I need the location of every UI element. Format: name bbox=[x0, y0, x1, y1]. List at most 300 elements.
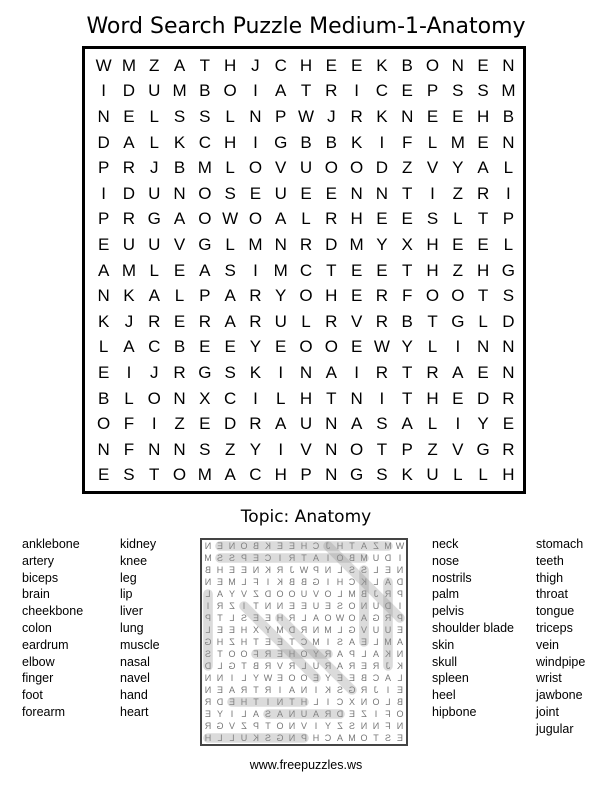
key-letter: C bbox=[348, 577, 356, 587]
grid-letter: R bbox=[249, 414, 262, 434]
grid-letter: D bbox=[223, 414, 237, 434]
key-letter: S bbox=[264, 733, 272, 743]
key-letter: U bbox=[312, 661, 320, 671]
grid-letter: S bbox=[173, 106, 186, 126]
key-letter: N bbox=[276, 697, 284, 707]
grid-letter: E bbox=[401, 81, 413, 101]
key-letter: T bbox=[301, 553, 307, 563]
grid-letter: K bbox=[350, 132, 363, 152]
grid-letter: B bbox=[325, 132, 337, 152]
grid-letter: L bbox=[225, 234, 235, 254]
key-letter: I bbox=[326, 553, 330, 563]
grid-letter: E bbox=[123, 106, 135, 126]
grid-letter: H bbox=[476, 106, 490, 126]
grid-letter: E bbox=[477, 132, 489, 152]
grid-letter: N bbox=[173, 388, 186, 408]
key-letter: V bbox=[276, 661, 284, 671]
key-letter: W bbox=[335, 613, 345, 623]
footer-url: www.freepuzzles.ws bbox=[249, 758, 363, 772]
key-letter: Z bbox=[337, 721, 343, 731]
grid-letter: W bbox=[95, 55, 112, 75]
grid-letter: T bbox=[402, 183, 413, 203]
key-letter: O bbox=[348, 613, 356, 623]
key-letter: L bbox=[373, 565, 379, 575]
grid-letter: E bbox=[224, 337, 236, 357]
grid-letter: E bbox=[97, 234, 110, 254]
grid-letter: O bbox=[324, 337, 338, 357]
key-letter: Z bbox=[253, 589, 259, 599]
key-letter: S bbox=[228, 553, 236, 563]
grid-letter: D bbox=[325, 234, 338, 254]
key-letter: E bbox=[324, 601, 332, 611]
key-letter: L bbox=[373, 577, 379, 587]
grid-letter: A bbox=[173, 55, 186, 75]
key-letter: L bbox=[361, 649, 367, 659]
grid-letter: N bbox=[97, 286, 110, 306]
key-letter: I bbox=[242, 601, 246, 611]
word-list-item: knee bbox=[120, 553, 148, 568]
grid-letter: K bbox=[173, 132, 186, 152]
key-letter: J bbox=[373, 589, 379, 599]
grid-letter: E bbox=[502, 414, 515, 434]
key-letter: A bbox=[384, 673, 392, 683]
word-list-column-2 bbox=[120, 536, 160, 721]
key-letter: O bbox=[240, 541, 248, 551]
grid-letter: I bbox=[455, 414, 461, 434]
key-letter: E bbox=[264, 637, 272, 647]
grid-letter: T bbox=[326, 260, 337, 280]
key-letter: I bbox=[230, 673, 234, 683]
grid-letter: R bbox=[502, 388, 515, 408]
grid-letter: I bbox=[455, 337, 461, 357]
grid-letter: O bbox=[425, 286, 440, 306]
key-letter: O bbox=[300, 673, 308, 683]
grid-letter: Z bbox=[174, 414, 185, 434]
key-letter: H bbox=[204, 733, 212, 743]
grid-letter: I bbox=[278, 362, 284, 382]
grid-letter: A bbox=[224, 286, 236, 306]
key-letter: H bbox=[276, 613, 284, 623]
key-letter: L bbox=[373, 637, 379, 647]
key-letter: R bbox=[360, 685, 368, 695]
key-letter: R bbox=[324, 709, 332, 719]
key-letter: N bbox=[252, 565, 260, 575]
word-list-column-4 bbox=[536, 536, 585, 738]
key-letter: S bbox=[336, 637, 344, 647]
grid-letter: W bbox=[222, 209, 239, 229]
grid-letter: L bbox=[503, 234, 514, 254]
grid-letter: H bbox=[223, 55, 237, 75]
key-letter: N bbox=[216, 673, 224, 683]
grid-letter: O bbox=[299, 286, 313, 306]
key-letter: C bbox=[324, 733, 332, 743]
grid-letter: L bbox=[478, 465, 488, 485]
grid-letter: L bbox=[478, 311, 488, 331]
key-letter: I bbox=[314, 721, 318, 731]
grid-letter: E bbox=[350, 286, 363, 306]
key-letter: G bbox=[276, 733, 284, 743]
grid-letter: R bbox=[325, 81, 338, 101]
grid-letter: U bbox=[299, 414, 313, 434]
key-letter: J bbox=[373, 685, 379, 695]
key-letter: Y bbox=[252, 673, 260, 683]
grid-letter: E bbox=[249, 183, 262, 203]
grid-letter: A bbox=[401, 414, 413, 434]
grid-letter: U bbox=[148, 81, 161, 101]
grid-letter: G bbox=[350, 465, 364, 485]
word-list-item: cheekbone bbox=[22, 604, 84, 619]
grid-letter: O bbox=[299, 337, 313, 357]
key-letter: A bbox=[336, 661, 344, 671]
grid-letter: H bbox=[426, 388, 439, 408]
word-list-item: colon bbox=[22, 620, 52, 635]
key-letter: E bbox=[312, 673, 320, 683]
grid-letter: O bbox=[147, 388, 161, 408]
grid-letter: E bbox=[477, 234, 489, 254]
grid-letter: A bbox=[477, 158, 489, 178]
grid-letter: I bbox=[253, 132, 258, 152]
key-letter: N bbox=[288, 721, 296, 731]
key-letter: L bbox=[337, 625, 343, 635]
key-letter: D bbox=[336, 709, 344, 719]
grid-letter: A bbox=[275, 81, 287, 101]
grid-letter: B bbox=[401, 311, 413, 331]
grid-letter: H bbox=[350, 209, 363, 229]
grid-letter: Y bbox=[376, 234, 388, 254]
word-list-item: finger bbox=[22, 671, 54, 686]
grid-letter: V bbox=[300, 439, 312, 459]
key-letter: D bbox=[204, 661, 212, 671]
key-letter: G bbox=[216, 721, 224, 731]
key-letter: O bbox=[396, 709, 404, 719]
grid-letter: T bbox=[477, 209, 489, 229]
grid-letter: E bbox=[452, 106, 464, 126]
key-letter: C bbox=[336, 697, 344, 707]
grid-letter: I bbox=[253, 260, 258, 280]
grid-letter: O bbox=[248, 209, 263, 229]
key-letter: A bbox=[360, 541, 368, 551]
key-letter: E bbox=[216, 685, 224, 695]
grid-letter: O bbox=[172, 465, 187, 485]
key-letter: N bbox=[324, 565, 332, 575]
grid-letter: A bbox=[199, 260, 211, 280]
key-letter: H bbox=[216, 565, 224, 575]
grid-letter: R bbox=[325, 209, 338, 229]
key-letter: G bbox=[348, 685, 356, 695]
key-letter: P bbox=[396, 589, 404, 599]
word-list-item: palm bbox=[432, 587, 460, 602]
letter-grid bbox=[91, 53, 521, 488]
key-letter: M bbox=[228, 577, 236, 587]
grid-letter: G bbox=[274, 132, 288, 152]
key-letter: K bbox=[384, 649, 392, 659]
key-letter: N bbox=[372, 721, 380, 731]
key-letter: N bbox=[288, 709, 296, 719]
grid-letter: P bbox=[97, 158, 110, 178]
key-letter: T bbox=[289, 697, 295, 707]
grid-letter: L bbox=[301, 209, 311, 229]
key-letter: B bbox=[360, 673, 368, 683]
grid-letter: L bbox=[149, 106, 159, 126]
grid-letter: L bbox=[174, 286, 185, 306]
grid-letter: S bbox=[376, 465, 388, 485]
grid-letter: A bbox=[97, 260, 110, 280]
grid-letter: J bbox=[327, 106, 336, 126]
grid-letter: Y bbox=[452, 158, 464, 178]
key-letter: O bbox=[276, 721, 284, 731]
grid-letter: W bbox=[373, 337, 390, 357]
key-letter: Z bbox=[361, 709, 367, 719]
key-letter: X bbox=[252, 625, 260, 635]
grid-letter: I bbox=[506, 183, 511, 203]
grid-letter: L bbox=[225, 106, 235, 126]
word-list-column-3 bbox=[432, 536, 514, 721]
grid-letter: N bbox=[451, 55, 464, 75]
grid-letter: L bbox=[149, 132, 159, 152]
key-letter: K bbox=[264, 541, 272, 551]
key-letter: U bbox=[372, 553, 380, 563]
key-letter: W bbox=[395, 541, 405, 551]
key-letter: A bbox=[228, 685, 236, 695]
key-letter: Y bbox=[264, 625, 272, 635]
key-letter: E bbox=[276, 541, 284, 551]
grid-letter: X bbox=[401, 234, 413, 254]
grid-letter: T bbox=[300, 81, 312, 101]
key-letter: I bbox=[386, 685, 390, 695]
grid-letter: B bbox=[502, 106, 515, 126]
grid-letter: C bbox=[274, 55, 287, 75]
grid-letter: E bbox=[452, 234, 464, 254]
key-letter: L bbox=[241, 709, 247, 719]
key-letter: O bbox=[228, 649, 236, 659]
key-letter: J bbox=[385, 661, 391, 671]
solution-key-thumbnail bbox=[200, 538, 408, 746]
key-letter: H bbox=[312, 733, 320, 743]
grid-letter: R bbox=[122, 209, 136, 229]
grid-letter: M bbox=[121, 260, 137, 280]
word-list-item: heart bbox=[120, 704, 149, 719]
grid-letter: V bbox=[452, 439, 464, 459]
key-letter: T bbox=[373, 733, 379, 743]
grid-letter: O bbox=[350, 439, 364, 459]
key-letter: H bbox=[288, 649, 296, 659]
grid-letter: P bbox=[426, 81, 439, 101]
word-list-item: shoulder blade bbox=[432, 620, 515, 635]
grid-letter: R bbox=[198, 311, 211, 331]
key-letter: I bbox=[266, 577, 270, 587]
key-letter: U bbox=[300, 589, 308, 599]
key-letter: B bbox=[288, 577, 296, 587]
grid-letter: I bbox=[101, 183, 107, 203]
grid-letter: R bbox=[325, 311, 338, 331]
key-letter: R bbox=[276, 565, 284, 575]
key-letter: R bbox=[384, 613, 392, 623]
key-letter: Z bbox=[229, 637, 235, 647]
grid-letter: D bbox=[122, 183, 136, 203]
grid-letter: N bbox=[325, 465, 338, 485]
grid-letter: O bbox=[198, 209, 212, 229]
key-letter: F bbox=[385, 721, 391, 731]
grid-letter: E bbox=[477, 55, 489, 75]
key-letter: J bbox=[325, 541, 331, 551]
key-letter: M bbox=[312, 637, 320, 647]
key-letter: A bbox=[312, 613, 320, 623]
grid-letter: E bbox=[300, 183, 312, 203]
grid-letter: I bbox=[126, 362, 132, 382]
word-list-item: brain bbox=[22, 587, 50, 602]
grid-letter: M bbox=[349, 234, 364, 254]
key-letter: I bbox=[206, 601, 210, 611]
key-letter: E bbox=[252, 553, 260, 563]
grid-letter: M bbox=[273, 260, 288, 280]
grid-letter: V bbox=[173, 234, 186, 254]
grid-letter: N bbox=[325, 414, 338, 434]
grid-letter: R bbox=[502, 439, 515, 459]
key-letter: E bbox=[216, 577, 224, 587]
grid-letter: L bbox=[453, 209, 463, 229]
grid-letter: S bbox=[426, 209, 439, 229]
key-letter: K bbox=[396, 661, 404, 671]
key-letter: H bbox=[240, 697, 248, 707]
grid-letter: I bbox=[101, 81, 107, 101]
key-letter: T bbox=[349, 541, 355, 551]
grid-letter: P bbox=[502, 209, 515, 229]
grid-letter: L bbox=[301, 311, 311, 331]
key-letter: N bbox=[228, 541, 236, 551]
grid-letter: I bbox=[151, 414, 157, 434]
grid-letter: N bbox=[350, 183, 363, 203]
grid-letter: O bbox=[248, 158, 263, 178]
grid-letter: N bbox=[325, 439, 338, 459]
key-letter: R bbox=[372, 661, 380, 671]
grid-letter: H bbox=[299, 388, 313, 408]
key-letter: O bbox=[276, 589, 284, 599]
key-letter: V bbox=[312, 589, 320, 599]
key-letter: Y bbox=[312, 649, 320, 659]
word-list-item: biceps bbox=[22, 570, 59, 585]
grid-letter: I bbox=[379, 388, 385, 408]
key-letter: E bbox=[276, 673, 284, 683]
grid-letter: B bbox=[300, 132, 312, 152]
key-letter: V bbox=[240, 589, 248, 599]
key-letter: U bbox=[372, 625, 380, 635]
key-letter: S bbox=[348, 721, 356, 731]
grid-letter: S bbox=[199, 439, 211, 459]
grid-letter: M bbox=[197, 465, 212, 485]
key-letter: N bbox=[396, 565, 404, 575]
grid-letter: B bbox=[199, 81, 211, 101]
key-letter: S bbox=[216, 553, 224, 563]
grid-letter: U bbox=[148, 183, 161, 203]
grid-letter: B bbox=[173, 158, 186, 178]
key-letter: E bbox=[276, 637, 284, 647]
key-letter: F bbox=[253, 649, 259, 659]
grid-letter: J bbox=[149, 158, 159, 178]
grid-letter: O bbox=[223, 81, 237, 101]
key-letter: H bbox=[240, 637, 248, 647]
grid-letter: V bbox=[426, 158, 439, 178]
grid-letter: K bbox=[249, 362, 262, 382]
grid-letter: A bbox=[148, 286, 160, 306]
key-letter: G bbox=[372, 613, 380, 623]
key-letter: S bbox=[204, 649, 212, 659]
grid-letter: R bbox=[122, 158, 136, 178]
grid-letter: H bbox=[476, 260, 490, 280]
key-letter: E bbox=[240, 565, 248, 575]
grid-letter: S bbox=[376, 414, 388, 434]
key-letter: L bbox=[397, 673, 403, 683]
key-letter: N bbox=[396, 721, 404, 731]
key-letter: Z bbox=[373, 541, 379, 551]
key-letter: R bbox=[216, 601, 224, 611]
grid-letter: B bbox=[97, 388, 110, 408]
key-letter: B bbox=[348, 553, 356, 563]
word-list-item: heel bbox=[432, 688, 456, 703]
word-list-item: eardrum bbox=[22, 637, 69, 652]
key-letter: S bbox=[264, 709, 272, 719]
key-letter: L bbox=[217, 661, 223, 671]
key-letter: B bbox=[396, 697, 404, 707]
word-list-item: vein bbox=[536, 637, 559, 652]
grid-letter: R bbox=[375, 362, 389, 382]
word-list-item: anklebone bbox=[22, 537, 80, 551]
grid-letter: A bbox=[275, 209, 287, 229]
key-letter: N bbox=[204, 541, 212, 551]
key-letter: O bbox=[300, 649, 308, 659]
grid-letter: N bbox=[97, 439, 110, 459]
key-letter: I bbox=[326, 697, 330, 707]
key-letter: A bbox=[276, 709, 284, 719]
grid-letter: L bbox=[98, 337, 109, 357]
grid-letter: L bbox=[503, 158, 514, 178]
key-letter: T bbox=[253, 697, 259, 707]
grid-letter: T bbox=[402, 388, 413, 408]
grid-letter: M bbox=[248, 234, 263, 254]
grid-letter: A bbox=[325, 362, 337, 382]
grid-letter: L bbox=[453, 465, 463, 485]
grid-letter: P bbox=[97, 209, 110, 229]
word-list-item: pelvis bbox=[432, 604, 464, 619]
key-letter: H bbox=[300, 541, 308, 551]
key-letter: T bbox=[241, 661, 247, 671]
key-letter: R bbox=[204, 721, 212, 731]
grid-letter: Z bbox=[402, 158, 413, 178]
grid-letter: N bbox=[299, 362, 313, 382]
key-letter: F bbox=[385, 709, 391, 719]
key-letter: H bbox=[240, 625, 248, 635]
grid-letter: L bbox=[275, 388, 286, 408]
grid-letter: N bbox=[350, 388, 363, 408]
key-letter: A bbox=[396, 637, 404, 647]
grid-letter: T bbox=[326, 388, 337, 408]
grid-letter: N bbox=[502, 55, 515, 75]
grid-letter: V bbox=[275, 158, 287, 178]
grid-letter: K bbox=[97, 311, 110, 331]
word-list-item: joint bbox=[536, 704, 559, 719]
key-letter: I bbox=[398, 601, 402, 611]
grid-letter: O bbox=[451, 286, 465, 306]
key-letter: E bbox=[396, 625, 404, 635]
grid-letter: H bbox=[274, 465, 287, 485]
grid-letter: R bbox=[299, 234, 313, 254]
key-letter: A bbox=[252, 709, 260, 719]
grid-letter: C bbox=[249, 465, 262, 485]
key-letter: N bbox=[204, 673, 212, 683]
grid-letter: S bbox=[224, 183, 236, 203]
key-letter: R bbox=[324, 661, 332, 671]
key-letter: W bbox=[263, 673, 273, 683]
grid-letter: N bbox=[249, 106, 262, 126]
